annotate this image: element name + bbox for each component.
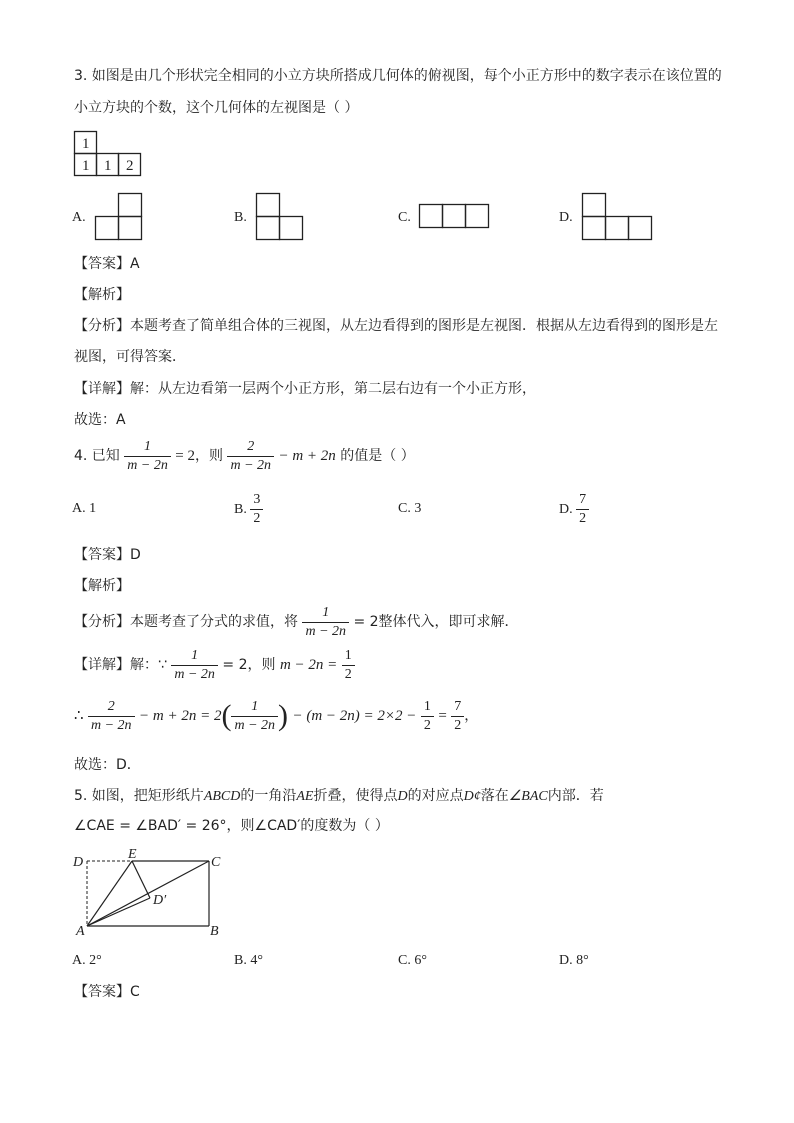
- frac-den: m − 2n: [302, 622, 349, 641]
- q4-fenxi: [74, 602, 519, 642]
- stem-symbol: ∠BAC: [508, 789, 548, 804]
- frac-num: 7: [454, 698, 462, 714]
- q3-option-a-figure: [95, 193, 145, 241]
- detail-text: 解：∵: [130, 657, 167, 673]
- q4-t-half: [421, 698, 434, 735]
- frac-num: 2: [247, 438, 255, 454]
- paren-right-icon: ): [278, 699, 289, 732]
- frac-num: 2: [107, 698, 115, 714]
- frac-den: 2: [421, 716, 434, 735]
- top-view-cell: 1: [104, 158, 112, 174]
- q5-option-b[interactable]: B. 4°: [234, 953, 263, 968]
- frac-num: 1: [144, 438, 152, 454]
- q5-stem-line2: ∠CAE = ∠BAD′ = 26°，则∠CAD′的度数为（ ）: [74, 818, 389, 834]
- stem-symbol: D: [397, 789, 408, 804]
- fenxi-tag: 【分析】: [74, 318, 130, 334]
- q3-choose: 故选：A: [74, 412, 126, 428]
- q4-t-inner-fraction: [231, 698, 278, 735]
- frac-den: 2: [250, 509, 263, 528]
- frac-num: 1: [251, 698, 259, 714]
- q4-detail-half: [342, 647, 355, 684]
- top-view-cell: 1: [82, 136, 90, 152]
- q3-option-c-figure: [419, 204, 491, 230]
- frac-den: 2: [576, 509, 589, 528]
- q3-detail: [74, 379, 536, 399]
- q4-option-b-fraction: [250, 491, 263, 528]
- q4-detail-fraction: [171, 647, 218, 684]
- q3-top-view-figure: [74, 131, 146, 177]
- t-end: ，: [464, 708, 479, 724]
- label-b: B: [210, 924, 219, 939]
- stem-text: 5. 如图，把矩形纸片: [74, 788, 204, 804]
- frac-den: m − 2n: [88, 716, 135, 735]
- q3-option-d-figure: [582, 193, 654, 241]
- q4-option-a[interactable]: A. 1: [72, 501, 97, 516]
- paren-left-icon: (: [221, 699, 232, 732]
- label-c: C: [211, 855, 221, 870]
- fenxi-text: = 2整体代入，即可求解．: [353, 614, 519, 630]
- answer-value: A: [130, 256, 140, 272]
- q5-option-a[interactable]: A. 2°: [72, 953, 102, 968]
- q4-t-result: [451, 698, 464, 735]
- top-view-cell: 2: [126, 158, 134, 174]
- answer-tag: 【答案】: [74, 547, 130, 563]
- label-e: E: [128, 847, 137, 862]
- detail-text: = 2，则: [222, 657, 276, 673]
- q4-expr-tail: − m + 2n: [278, 448, 336, 464]
- frac-num: 1: [322, 604, 330, 620]
- frac-den: m − 2n: [171, 665, 218, 684]
- detail-tag: 【详解】: [74, 381, 130, 397]
- frac-num: 1: [344, 647, 352, 663]
- stem-text: 内部．若: [547, 788, 604, 804]
- q4-prefix: 4. 已知: [74, 448, 120, 464]
- q3-stem-line1: 3. 如图是由几个形状完全相同的小立方块所搭成几何体的俯视图，每个小正方形中的数字表示在该位置的: [74, 68, 722, 84]
- q4-answer: [74, 545, 141, 565]
- frac-den: m − 2n: [231, 716, 278, 735]
- label-a: A: [76, 924, 85, 939]
- fenxi-text: 本题考查了分式的求值，将: [130, 614, 298, 630]
- option-label: D.: [559, 502, 573, 517]
- q5-option-c[interactable]: C. 6°: [398, 953, 427, 968]
- therefore-symbol: ∴: [74, 708, 84, 724]
- stem-text: 的一角沿: [240, 788, 297, 804]
- stem-text: 落在: [480, 788, 509, 804]
- answer-tag: 【答案】: [74, 256, 130, 272]
- q4-fenxi-fraction: [302, 604, 349, 641]
- q5-answer: [74, 982, 140, 1002]
- q3-fenxi-line1: [74, 316, 718, 336]
- t-eq: =: [438, 708, 447, 724]
- q4-fraction-2: [227, 438, 274, 475]
- q5-option-d[interactable]: D. 8°: [559, 953, 589, 968]
- stem-symbol: D¢: [463, 789, 481, 804]
- q3-option-c-label[interactable]: C.: [398, 210, 411, 225]
- detail-text: 解：从左边看第一层两个小正方形，第二层右边有一个小正方形，: [130, 381, 536, 397]
- q4-suffix: 的值是（ ）: [340, 448, 415, 464]
- q4-choose: 故选：D．: [74, 757, 141, 773]
- q5-rectangle-figure: [70, 846, 230, 938]
- frac-num: 3: [253, 492, 261, 508]
- q3-answer: [74, 254, 140, 274]
- option-label: B.: [234, 502, 247, 517]
- frac-num: 7: [579, 492, 587, 508]
- q3-option-b-label[interactable]: B.: [234, 210, 247, 225]
- stem-symbol: ABCD: [203, 789, 241, 804]
- q4-option-d-fraction: [576, 491, 589, 528]
- q4-option-b[interactable]: [234, 490, 263, 530]
- stem-text: 的对应点: [407, 788, 464, 804]
- frac-den: m − 2n: [124, 456, 171, 475]
- fenxi-text: 本题考查了简单组合体的三视图，从左边看得到的图形是左视图．根据从左边看得到的图形是左: [130, 318, 718, 334]
- frac-num: 1: [191, 647, 199, 663]
- q3-option-a-label[interactable]: A.: [72, 210, 86, 225]
- q3-option-b-figure: [256, 193, 306, 241]
- q3-stem-line2: 小立方块的个数，这个几何体的左视图是（ ）: [74, 100, 359, 116]
- q3-option-d-label[interactable]: D.: [559, 210, 573, 225]
- q5-stem-line1: [74, 786, 604, 807]
- q3-fenxi-line2: 视图，可得答案．: [74, 349, 186, 365]
- stem-text: 折叠，使得点: [313, 788, 398, 804]
- top-view-cell: 1: [82, 158, 90, 174]
- q4-fraction-1: [124, 438, 171, 475]
- q4-t-fraction: [88, 698, 135, 735]
- frac-num: 1: [423, 698, 431, 714]
- frac-den: m − 2n: [227, 456, 274, 475]
- detail-tag: 【详解】: [74, 657, 130, 673]
- frac-den: 2: [451, 716, 464, 735]
- t-minus: − (m − 2n) = 2×2 −: [292, 708, 417, 724]
- q4-then: ，则: [195, 448, 223, 464]
- answer-value: C: [130, 984, 140, 1000]
- q4-stem: [74, 436, 415, 476]
- label-dprime: D′: [153, 893, 167, 908]
- q4-therefore-line: [74, 694, 478, 738]
- frac-den: 2: [342, 665, 355, 684]
- q4-analysis-tag: 【解析】: [74, 578, 130, 594]
- q4-detail: [74, 645, 355, 685]
- answer-value: D: [130, 547, 141, 563]
- q4-option-d[interactable]: [559, 490, 589, 530]
- label-d: D: [73, 855, 84, 870]
- q4-eq-two: = 2: [175, 448, 195, 464]
- stem-symbol: AE: [296, 789, 314, 804]
- detail-expr: m − 2n =: [279, 657, 338, 673]
- answer-tag: 【答案】: [74, 984, 130, 1000]
- fenxi-tag: 【分析】: [74, 614, 130, 630]
- q4-option-c[interactable]: C. 3: [398, 501, 422, 516]
- q3-analysis-tag: 【解析】: [74, 287, 130, 303]
- t-mid: − m + 2n = 2: [139, 708, 222, 724]
